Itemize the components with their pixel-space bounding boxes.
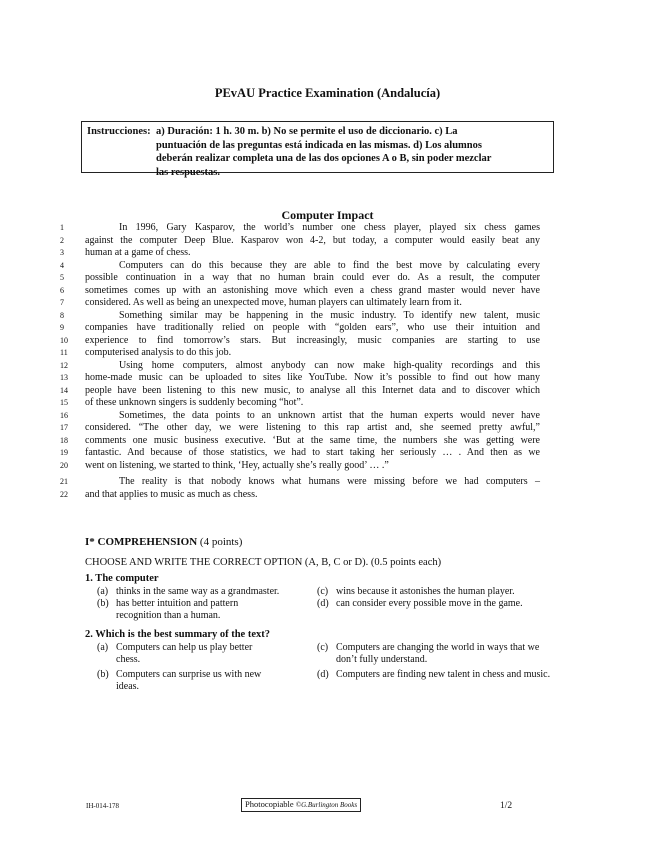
- reading-title: Computer Impact: [281, 208, 374, 222]
- passage-line: [60, 310, 540, 323]
- instructions-box: [81, 121, 554, 178]
- publisher-label: ©G.Burlington Books: [295, 801, 358, 809]
- option-text: thinks in the same way as a grandmaster.: [116, 586, 280, 597]
- option-text: Computers are finding new talent in chess and music.: [336, 669, 551, 680]
- option-letter: (a): [97, 642, 109, 653]
- line-number: 12: [60, 360, 68, 370]
- instructions-label: Instrucciones:: [87, 126, 151, 137]
- option-letter: (a): [97, 586, 109, 597]
- line-text: human at a game of chess.: [85, 247, 191, 258]
- passage-line: [60, 476, 540, 489]
- question-1: [85, 573, 565, 621]
- option-letter: (b): [97, 598, 109, 609]
- passage-line: [60, 460, 540, 473]
- line-text: of these unknown singers is suddenly becoming “hot”.: [85, 397, 304, 408]
- line-text: possible continuation in a way that no human brain could ever do. As a result, the computer: [85, 272, 540, 283]
- question-2: [85, 629, 565, 701]
- option-letter: (d): [317, 669, 329, 680]
- passage-line: [60, 297, 540, 310]
- line-text: considered. As well as being an unexpected move, human players can ultimately learn from it.: [85, 297, 462, 308]
- line-number: 17: [60, 423, 68, 432]
- line-text: Sometimes, the data points to an unknown artist that the human experts would never have: [119, 409, 540, 421]
- line-text: sometimes comes up with an astonishing move which even a chess grand master would never have: [85, 284, 540, 296]
- line-number: 18: [60, 435, 68, 445]
- reading-passage: [60, 222, 540, 501]
- line-text: considered. “The other day, we were listening to this rap artist and, she seemed pretty awful,”: [85, 422, 540, 433]
- line-number: 16: [60, 410, 68, 420]
- instructions-line: puntuación de las preguntas está indicada en las mismas. d) Los alumnos: [156, 139, 482, 151]
- option-text: can consider every possible move in the game.: [336, 598, 523, 609]
- line-text: went on listening, we started to think, ‘Hey, actually she’s really good’ … .”: [85, 459, 389, 471]
- line-text: people have been listening to this new music, to analyse all this Internet data and to discover which: [85, 384, 540, 396]
- line-text: experience to find tomorrow’s stars. But increasingly, music companies are starting to use: [85, 334, 540, 346]
- passage-line: [60, 372, 540, 385]
- passage-line: [60, 285, 540, 298]
- option-text: wins because it astonishes the human player.: [336, 586, 515, 597]
- line-number: 4: [60, 260, 64, 270]
- instructions-line: deberán realizar completa una de las dos opciones A o B, sin poder mezclar: [156, 153, 492, 164]
- line-number: 2: [60, 235, 64, 245]
- line-number: 5: [60, 273, 64, 282]
- line-text: against the computer Deep Blue. Kasparov won 4-2, but today, a computer would easily beat any: [85, 234, 540, 246]
- option-text: Computers can surprise us with new ideas.: [116, 669, 262, 692]
- question-title: 2. Which is the best summary of the text?: [85, 629, 271, 640]
- option-text: Computers can help us play better chess.: [116, 642, 253, 665]
- option-text: has better intuition and pattern recognition than a human.: [116, 598, 239, 621]
- line-text: companies have traditionally relied on people with “golden ears”, who use their intuition and: [85, 322, 540, 333]
- option-letter: (c): [317, 642, 329, 653]
- passage-line: [60, 235, 540, 248]
- section-points: (4 points): [199, 536, 243, 548]
- line-text: Something similar may be happening in the music industry. To identify new talent, music: [119, 309, 540, 321]
- photocopiable-label: Photocopiable: [245, 799, 294, 809]
- line-number: 9: [60, 323, 64, 332]
- passage-line: [60, 489, 540, 502]
- passage-line: [60, 347, 540, 360]
- passage-line: [60, 435, 540, 448]
- passage-line: [60, 322, 540, 335]
- line-text: fantastic. And because of those statistics, we had to start taking her seriously … . And then as we: [85, 447, 540, 458]
- line-text: computerised analysis to do this job.: [85, 347, 232, 358]
- line-number: 21: [60, 477, 68, 486]
- passage-line: [60, 447, 540, 460]
- passage-line: [60, 335, 540, 348]
- line-number: 10: [60, 335, 68, 345]
- passage-line: [60, 222, 540, 235]
- options: [85, 641, 565, 701]
- passage-line: [60, 247, 540, 260]
- page-title: PEvAU Practice Examination (Andalucía): [214, 86, 441, 100]
- comprehension-heading: [85, 536, 242, 548]
- passage-line: [60, 385, 540, 398]
- line-number: 8: [60, 310, 64, 320]
- line-number: 13: [60, 373, 68, 382]
- passage-line: [60, 260, 540, 273]
- line-number: 15: [60, 398, 68, 407]
- line-text: home-made music can be uploaded to sites like YouTube. Now it’s possible to find out how many: [85, 372, 540, 383]
- line-number: 19: [60, 448, 68, 457]
- passage-line: [60, 360, 540, 373]
- comprehension-instruction: CHOOSE AND WRITE THE CORRECT OPTION (A, B, C or D). (0.5 points each): [85, 557, 442, 568]
- line-text: and that applies to music as much as chess.: [85, 488, 258, 500]
- line-text: Computers can do this because they are able to find the best move by calculating every: [119, 259, 540, 271]
- option-text: Computers are changing the world in ways that we don’t fully understand.: [336, 642, 540, 665]
- option-letter: (b): [97, 669, 109, 680]
- instructions-body: [156, 125, 548, 179]
- line-number: 14: [60, 385, 68, 395]
- passage-line: [60, 422, 540, 435]
- document-code: IH-014-178: [86, 802, 120, 810]
- passage-line: [60, 397, 540, 410]
- page-number: 1/2: [500, 801, 513, 811]
- line-number: 7: [60, 298, 64, 307]
- question-title: 1. The computer: [85, 573, 159, 584]
- line-number: 22: [60, 489, 68, 499]
- photocopiable-badge: [241, 798, 361, 812]
- line-number: 20: [60, 460, 68, 470]
- option-letter: (d): [317, 598, 329, 609]
- line-text: Using home computers, almost anybody can now make high-quality recordings and this: [119, 359, 540, 371]
- instructions-line: las respuestas.: [156, 166, 220, 178]
- line-number: 1: [60, 223, 64, 232]
- line-number: 6: [60, 285, 64, 295]
- options: [85, 585, 565, 621]
- line-text: comments one music business executive. ‘But at the same time, the numbers she was getting were: [85, 434, 540, 446]
- passage-line: [60, 272, 540, 285]
- line-number: 3: [60, 248, 64, 257]
- line-text: In 1996, Gary Kasparov, the world’s number one chess player, played six chess games: [119, 222, 540, 233]
- instructions-line: a) Duración: 1 h. 30 m. b) No se permite el uso de diccionario. c) La: [156, 126, 458, 137]
- option-letter: (c): [317, 586, 329, 597]
- section-title: I* COMPREHENSION: [85, 536, 198, 548]
- line-text: The reality is that nobody knows what humans were missing before we had computers –: [119, 476, 540, 487]
- passage-line: [60, 410, 540, 423]
- line-number: 11: [60, 348, 68, 357]
